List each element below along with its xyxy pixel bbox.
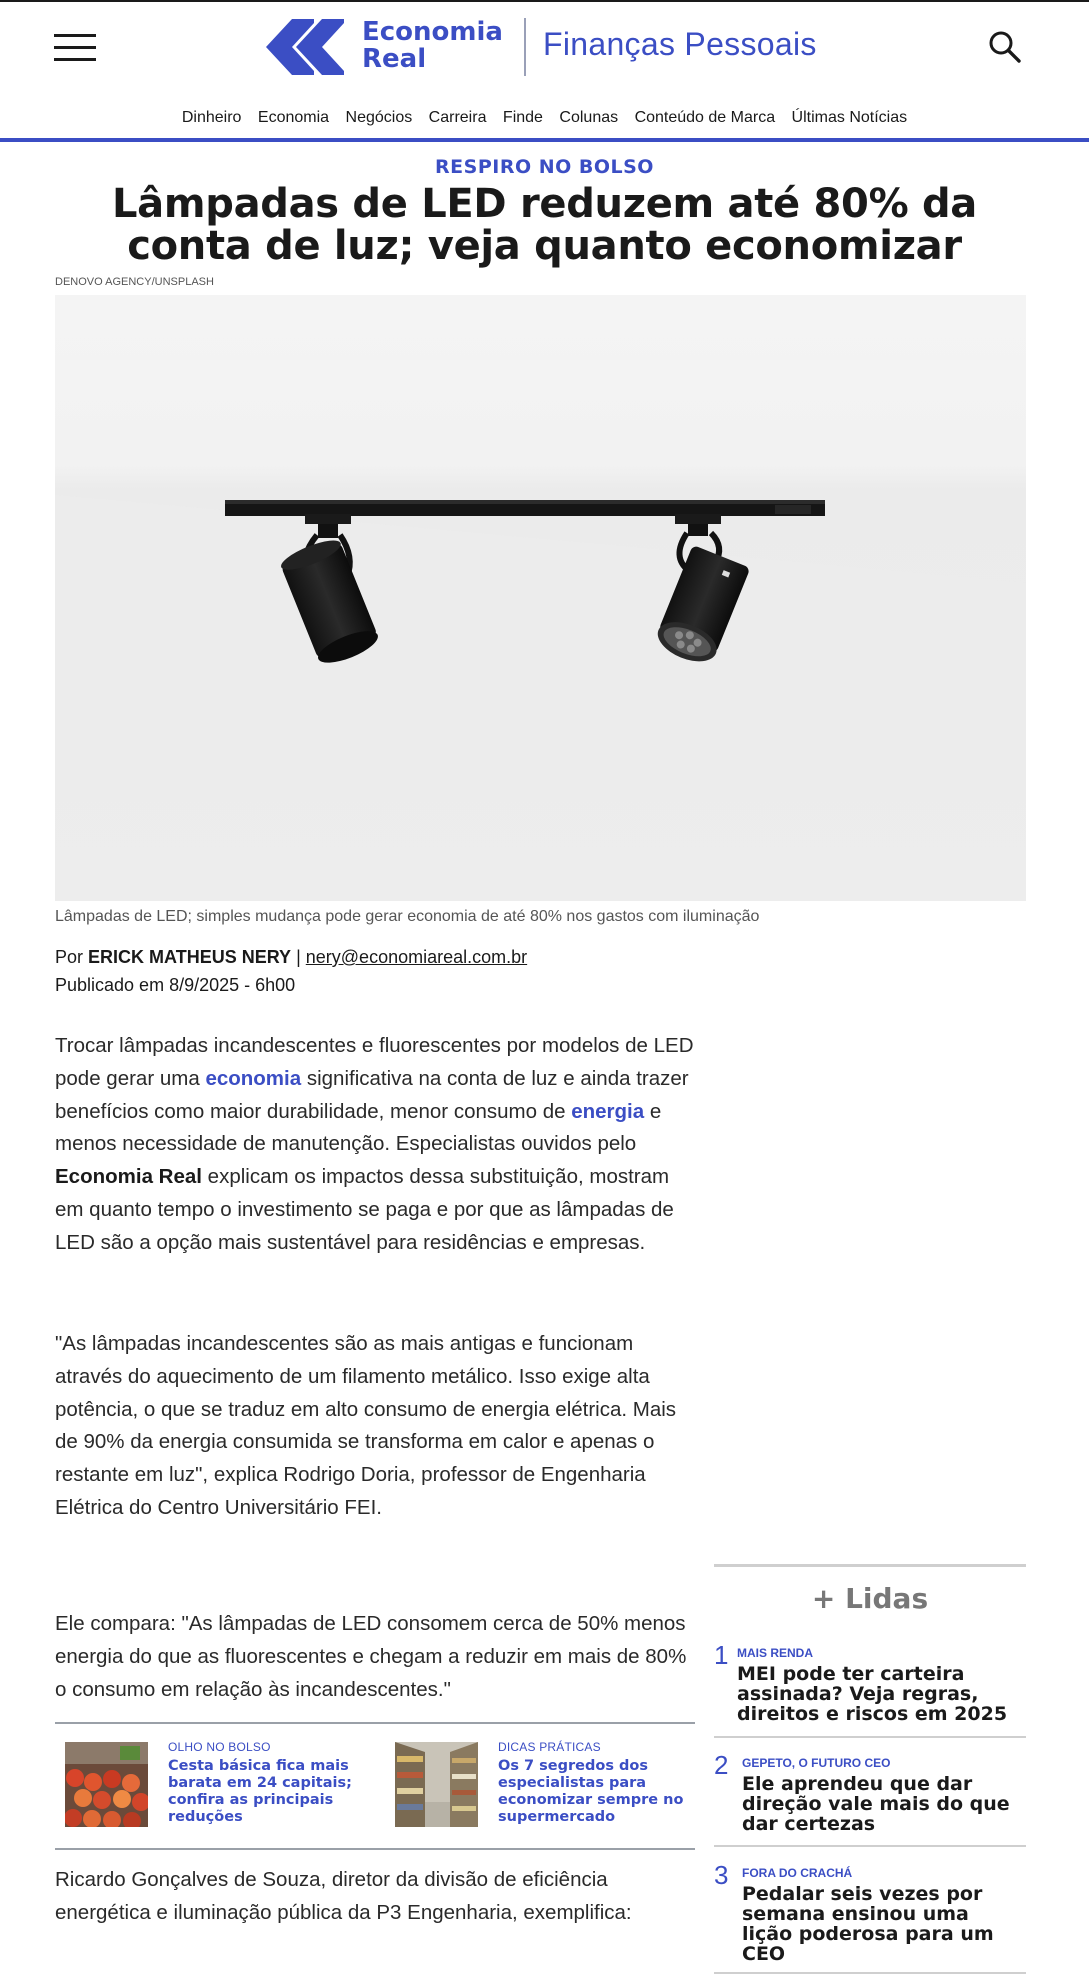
search-icon[interactable] bbox=[988, 30, 1022, 64]
related-article-2[interactable] bbox=[395, 1740, 705, 1830]
nav-item-economia[interactable]: Economia bbox=[257, 109, 330, 126]
nav-item-dinheiro[interactable]: Dinheiro bbox=[181, 109, 242, 126]
article-paragraph-4: Ricardo Gonçalves de Souza, diretor da divisão de eficiência energética e iluminação pública da P3 Engenharia, exemplifica: bbox=[55, 1868, 632, 1924]
byline-prefix: Por bbox=[55, 947, 84, 967]
publish-date: Publicado em 8/9/2025 - 6h00 bbox=[55, 975, 296, 995]
most-read-kicker: GEPETO, O FUTURO CEO bbox=[742, 1756, 891, 1770]
nav-item-carreira[interactable]: Carreira bbox=[428, 109, 487, 126]
hamburger-menu-icon[interactable] bbox=[54, 32, 96, 62]
logo-divider bbox=[524, 18, 526, 76]
photo-credit: DENOVO AGENCY/UNSPLASH bbox=[55, 276, 214, 288]
article-paragraph-3: Ele compara: "As lâmpadas de LED consomem cerca de 50% menos energia do que as fluorescentes e chegam a reduzir em mais de 80% o consumo em relação às incandescentes." bbox=[55, 1612, 687, 1701]
related-top-rule bbox=[55, 1722, 695, 1724]
logo-line-2: Real bbox=[362, 44, 427, 74]
most-read-title: + Lidas bbox=[811, 1582, 929, 1615]
nav-item-finde[interactable]: Finde bbox=[502, 109, 543, 126]
related-kicker: OLHO NO BOLSO bbox=[168, 1740, 271, 1754]
related-thumbnail-supermarket bbox=[395, 1742, 478, 1827]
most-read-top-rule bbox=[714, 1564, 1026, 1567]
most-read-number: 1 bbox=[714, 1640, 729, 1670]
most-read-divider bbox=[714, 1736, 1026, 1738]
author-name[interactable]: ERICK MATHEUS NERY bbox=[88, 947, 292, 967]
related-article-1[interactable] bbox=[65, 1740, 375, 1830]
nav-item-negocios[interactable]: Negócios bbox=[345, 109, 413, 126]
most-read-headline: MEI pode ter carteira assinada? Veja regras, direitos e riscos em 2025 bbox=[737, 1663, 1008, 1725]
nav-item-colunas[interactable]: Colunas bbox=[559, 109, 619, 126]
article-paragraph-1 bbox=[55, 1030, 695, 1260]
byline-separator: | bbox=[296, 947, 301, 967]
related-thumbnail-produce bbox=[65, 1742, 148, 1827]
most-read-number: 3 bbox=[714, 1860, 729, 1890]
energia-link[interactable]: energia bbox=[571, 1099, 645, 1123]
most-read-kicker: MAIS RENDA bbox=[737, 1646, 814, 1660]
main-nav bbox=[0, 104, 1089, 132]
author-email-link[interactable]: nery@economiareal.com.br bbox=[305, 947, 528, 967]
nav-item-conteudo-de-marca[interactable]: Conteúdo de Marca bbox=[634, 109, 776, 126]
p1-text-b: significativa na conta de luz e ainda trazer benefícios como maior durabilidade, menor consumo de bbox=[55, 1066, 689, 1123]
most-read-item-1[interactable] bbox=[714, 1640, 1026, 1725]
related-title: Os 7 segredos dos especialistas para economizar sempre no supermercado bbox=[498, 1758, 684, 1825]
p1-text-a: Trocar lâmpadas incandescentes e fluorescentes por modelos de LED pode gerar uma bbox=[55, 1034, 694, 1090]
nav-divider bbox=[0, 138, 1089, 142]
nav-item-ultimas-noticias[interactable]: Últimas Notícias bbox=[791, 109, 908, 126]
most-read-item-2[interactable] bbox=[714, 1750, 1026, 1835]
related-bottom-rule bbox=[55, 1848, 695, 1850]
site-logo[interactable] bbox=[266, 17, 516, 79]
article-paragraph-2: "As lâmpadas incandescentes são as mais antigas e funcionam através do aquecimento de um filamento metálico. Isso exige alta potência, o que se traduz em alto consumo de energia elétrica. Mais de 90% da energia consumida se transforma em calor e apenas o restante em luz", explica Rodrigo Doria, professor de Engenharia Elétrica do Centro Universitário FEI. bbox=[55, 1332, 677, 1519]
logo-wordmark bbox=[362, 19, 503, 73]
logo-chevrons-icon bbox=[266, 19, 354, 75]
p1-text-c: e menos necessidade de manutenção. Especialistas ouvidos pelo bbox=[55, 1099, 662, 1156]
led-track-lights-illustration bbox=[55, 295, 1026, 901]
hero-image bbox=[55, 295, 1026, 901]
most-read-divider bbox=[714, 1845, 1026, 1847]
related-title: Cesta básica fica mais barata em 24 capitais; confira as principais reduções bbox=[168, 1758, 352, 1825]
article-headline: Lâmpadas de LED reduzem até 80% da conta de luz; veja quanto economizar bbox=[111, 181, 977, 269]
logo-line-1: Economia bbox=[362, 17, 503, 47]
most-read-kicker: FORA DO CRACHÁ bbox=[742, 1866, 853, 1880]
most-read-headline: Ele aprendeu que dar direção vale mais do que dar certezas bbox=[742, 1773, 1010, 1835]
site-header bbox=[0, 2, 1089, 90]
most-read-divider bbox=[714, 1972, 1026, 1974]
byline bbox=[55, 947, 527, 968]
related-kicker: DICAS PRÁTICAS bbox=[498, 1740, 601, 1754]
p1-text-d: explicam os impactos dessa substituição, mostram em quanto tempo o investimento se paga e por que as lâmpadas de LED são a opção mais sustentável para residências e empresas. bbox=[55, 1165, 674, 1254]
article-kicker[interactable]: RESPIRO NO BOLSO bbox=[435, 156, 654, 178]
section-title[interactable]: Finanças Pessoais bbox=[543, 26, 817, 62]
most-read-headline: Pedalar seis vezes por semana ensinou uma lição poderosa para um CEO bbox=[742, 1883, 994, 1965]
p1-bold-brand: Economia Real bbox=[55, 1165, 202, 1189]
economia-link[interactable]: economia bbox=[205, 1066, 302, 1090]
most-read-number: 2 bbox=[714, 1750, 729, 1780]
most-read-item-3[interactable] bbox=[714, 1860, 1026, 1965]
image-caption: Lâmpadas de LED; simples mudança pode gerar economia de até 80% nos gastos com iluminação bbox=[55, 908, 760, 925]
